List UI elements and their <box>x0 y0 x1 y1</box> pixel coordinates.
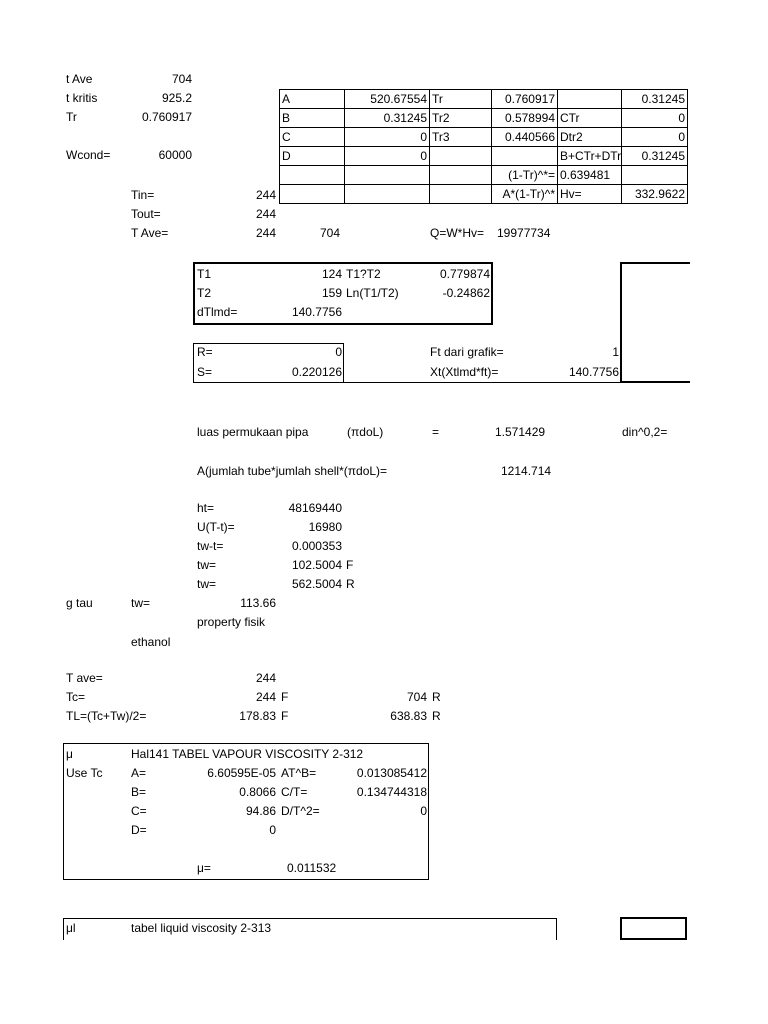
gtau-tw-label: tw= <box>131 596 151 610</box>
table1-cell <box>621 146 688 166</box>
table1-cell <box>621 184 688 204</box>
mu-result-value: 0.011532 <box>287 861 337 875</box>
table1-cell <box>621 108 688 128</box>
tc-label: Tc= <box>66 690 86 704</box>
tin-label: Tin= <box>131 188 155 202</box>
xt-label: Χt(Χtlmd*ft)= <box>430 365 499 379</box>
table1-cell <box>279 127 345 147</box>
tave2-value: 244 <box>255 671 276 685</box>
table1-cell-text: 0.31245 <box>383 111 427 125</box>
table1-cell <box>491 108 558 128</box>
table1-cell-text: Tr3 <box>432 130 450 144</box>
tave-value: 244 <box>255 226 276 240</box>
table1-cell <box>491 184 558 204</box>
table1-cell <box>429 165 492 185</box>
table1-cell <box>429 184 492 204</box>
t1t2-label: T1?T2 <box>346 267 381 281</box>
table1-cell-text: 332.9622 <box>634 187 685 201</box>
q-label: Q=W*Hv= <box>430 226 485 240</box>
table1-cell <box>557 165 622 185</box>
table1-cell <box>491 89 558 109</box>
luas-value: 1.571429 <box>495 425 546 439</box>
tl-label: TL=(Tc+Tw)/2= <box>66 709 147 723</box>
tw1-value: 102.5004 <box>291 558 342 572</box>
tout-label: Tout= <box>131 207 161 221</box>
u-label: U(T-t)= <box>197 520 235 534</box>
table1-cell <box>344 127 430 147</box>
table1-cell-text: A*(1-Tr)^* <box>502 187 555 201</box>
table1-cell <box>279 89 345 109</box>
rs-divider <box>343 343 344 383</box>
luas-label: luas permukaan pipa <box>197 425 309 439</box>
t1t2-value: 0.779874 <box>439 267 490 281</box>
t-ave-value: 704 <box>171 72 192 86</box>
wcond-value: 60000 <box>158 148 192 162</box>
table1-cell-text: Hv= <box>560 187 582 201</box>
a-label: A(jumlah tube*jumlah shell*(πdoL)= <box>197 464 388 478</box>
table1-cell <box>621 89 688 109</box>
s-value: 0.220126 <box>291 365 342 379</box>
use-tc-label: Use Tc <box>66 766 103 780</box>
table1-cell <box>279 146 345 166</box>
tout-value: 244 <box>255 207 276 221</box>
vap-atb-value: 0.013085412 <box>356 766 427 780</box>
tc-unit: F <box>281 690 289 704</box>
u-value: 16980 <box>308 520 342 534</box>
luas-equals: = <box>432 425 440 439</box>
liquid-left-line <box>63 918 64 940</box>
table1-cell-text: 0.31245 <box>641 92 685 106</box>
tave-value-r: 704 <box>319 226 340 240</box>
ln-value: -0.24862 <box>442 286 490 300</box>
table1-cell-text: Tr <box>432 92 443 106</box>
table1-cell-text: 0 <box>420 130 427 144</box>
ht-value: 48169440 <box>288 501 342 515</box>
table1-cell-text: Tr2 <box>432 111 450 125</box>
table1-cell <box>344 108 430 128</box>
dtlmd-value: 140.7756 <box>291 305 342 319</box>
tave2-label: T ave= <box>66 671 103 685</box>
mu-l-symbol: μl <box>66 921 76 935</box>
tl-value-r: 638.83 <box>390 709 427 723</box>
vap-c-value: 94.86 <box>245 804 276 818</box>
s-label: S= <box>197 365 213 379</box>
vap-dt2-label: D/T^2= <box>281 804 320 818</box>
property-fisik: property fisik <box>197 615 266 629</box>
vap-d-label: D= <box>131 823 147 837</box>
t2-value: 159 <box>321 286 342 300</box>
table1-cell <box>491 165 558 185</box>
tw2-unit: R <box>346 577 355 591</box>
ft-label: Ft dari grafik= <box>430 345 504 359</box>
table1-cell <box>491 146 558 166</box>
table1-cell <box>429 146 492 166</box>
vap-b-value: 0.8066 <box>239 785 276 799</box>
tave-label: T Ave= <box>131 226 169 240</box>
table1-cell-text: 0 <box>420 149 427 163</box>
ft-value: 1 <box>612 345 619 359</box>
tl-value: 178.83 <box>239 709 276 723</box>
r-value: 0 <box>335 345 342 359</box>
r-label: R= <box>197 345 213 359</box>
table1-cell <box>429 89 492 109</box>
vap-c-label: C= <box>131 804 147 818</box>
table1-cell <box>557 146 622 166</box>
table1-cell-text: B+CTr+DTr <box>560 149 622 163</box>
tin-value: 244 <box>255 188 276 202</box>
tl-unit: F <box>281 709 289 723</box>
vap-dt2-value: 0 <box>420 804 427 818</box>
table1-cell <box>557 127 622 147</box>
table1-cell <box>557 89 622 109</box>
selected-cell-box <box>620 917 687 940</box>
table1-cell-text: 0.440566 <box>504 130 555 144</box>
table1-cell-text: 520.67554 <box>370 92 427 106</box>
tc-unit-r: R <box>432 690 441 704</box>
table1-cell <box>429 127 492 147</box>
table1-cell <box>279 165 345 185</box>
vap-d-value: 0 <box>269 823 276 837</box>
xt-value: 140.7756 <box>568 365 619 379</box>
table1-cell <box>491 127 558 147</box>
luas-formula: (πdoL) <box>347 425 384 439</box>
tc-value: 244 <box>255 690 276 704</box>
vap-b-label: B= <box>131 785 147 799</box>
table1-cell-text: 0.639481 <box>560 168 611 182</box>
table1-cell <box>279 108 345 128</box>
table1-cell-text: 0.760917 <box>504 92 555 106</box>
gtau-value: 113.66 <box>240 596 276 610</box>
vap-a-label: A= <box>131 766 147 780</box>
twt-label: tw-t= <box>197 539 224 553</box>
table1-cell-text: 0 <box>678 130 685 144</box>
table1-cell-text: CTr <box>560 111 580 125</box>
table1-cell-text: B <box>282 111 291 125</box>
right-thick-box <box>620 262 690 383</box>
table1-cell-text: 0.31245 <box>641 149 685 163</box>
wcond-label: Wcond= <box>66 148 111 162</box>
liquid-right-line <box>556 918 557 940</box>
vap-ct-label: C/T= <box>281 785 308 799</box>
ethanol-label: ethanol <box>131 635 171 649</box>
t1-value: 124 <box>321 267 342 281</box>
dtlmd-label: dTlmd= <box>197 305 238 319</box>
gtau-label: g tau <box>66 596 93 610</box>
table1-cell <box>557 184 622 204</box>
table1-cell-text: A <box>282 92 291 106</box>
table1-cell-text: Dtr2 <box>560 130 583 144</box>
table1-cell <box>344 165 430 185</box>
table1-cell <box>621 127 688 147</box>
vap-atb-label: AT^B= <box>281 766 317 780</box>
t1-label: T1 <box>197 267 212 281</box>
vap-a-value: 6.60595E-05 <box>207 766 276 780</box>
ln-label: Ln(T1/T2) <box>346 286 399 300</box>
table1-cell <box>344 146 430 166</box>
liquid-top-line <box>63 918 557 919</box>
table1-cell <box>621 165 688 185</box>
a-value: 1214.714 <box>501 464 552 478</box>
din-label: din^0,2= <box>622 425 668 439</box>
table1-cell <box>344 89 430 109</box>
table1-cell <box>557 108 622 128</box>
rs-bottom-line <box>193 382 621 383</box>
table1-cell <box>429 108 492 128</box>
t-kritis-value: 925.2 <box>161 91 192 105</box>
table1-cell <box>344 184 430 204</box>
vapour-title: Hal141 TABEL VAPOUR VISCOSITY 2-312 <box>131 747 364 761</box>
mu-symbol: μ <box>66 747 73 761</box>
twt-value: 0.000353 <box>291 539 342 553</box>
tl-unit-r: R <box>432 709 441 723</box>
mu-result-label: μ= <box>197 861 211 875</box>
table1-cell-text: 0 <box>678 111 685 125</box>
t-kritis-label: t kritis <box>66 91 98 105</box>
tw2-value: 562.5004 <box>291 577 342 591</box>
tw2-label: tw= <box>197 577 217 591</box>
vap-ct-value: 0.134744318 <box>356 785 427 799</box>
t-ave-label: t Ave <box>66 72 93 86</box>
table1-cell <box>279 184 345 204</box>
ht-label: ht= <box>197 501 215 515</box>
tw1-label: tw= <box>197 558 217 572</box>
table1-cell-text: D <box>282 149 291 163</box>
liquid-title: tabel liquid viscosity 2-313 <box>131 921 272 935</box>
tr-value: 0.760917 <box>141 110 192 124</box>
table1-cell-text: 0.578994 <box>504 111 555 125</box>
tc-value-r: 704 <box>406 690 427 704</box>
tr-label: Tr <box>66 110 77 124</box>
table1-cell-text: (1-Tr)^*= <box>508 168 555 182</box>
t2-label: T2 <box>197 286 212 300</box>
q-value: 19977734 <box>497 226 551 240</box>
table1-cell-text: C <box>282 130 291 144</box>
tw1-unit: F <box>346 558 354 572</box>
